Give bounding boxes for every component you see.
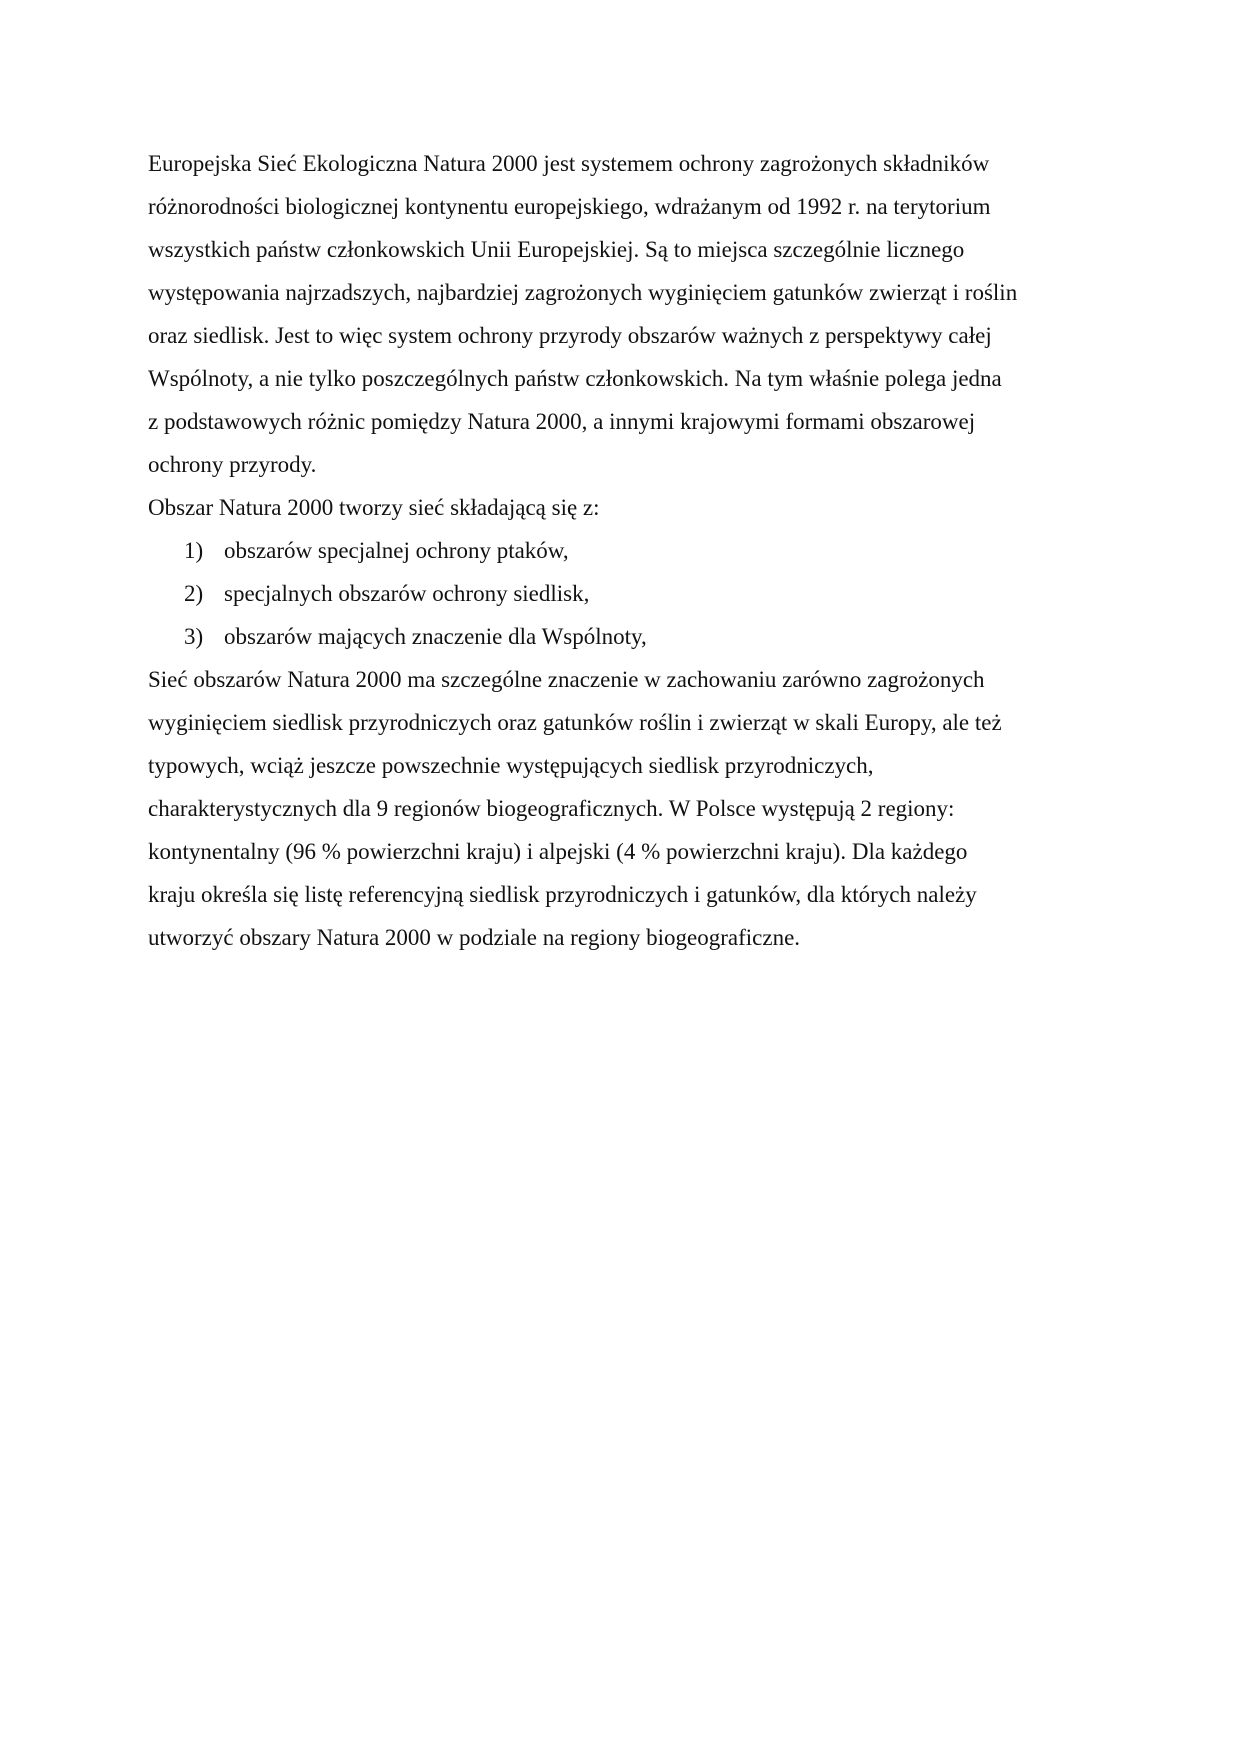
- text-line: ochrony przyrody.: [148, 452, 317, 477]
- paragraph-intro: [148, 142, 1108, 486]
- list-item-text: obszarów specjalnej ochrony ptaków,: [224, 538, 569, 563]
- list-item: [148, 529, 1108, 572]
- text-line: wyginięciem siedlisk przyrodniczych oraz gatunków roślin i zwierząt w skali Europy, ale też: [148, 710, 1002, 735]
- text-line: z podstawowych różnic pomiędzy Natura 2000, a innymi krajowymi formami obszarowej: [148, 409, 976, 434]
- list-item: [148, 572, 1108, 615]
- text-line: kontynentalny (96 % powierzchni kraju) i alpejski (4 % powierzchni kraju). Dla każdego: [148, 839, 968, 864]
- text-line: występowania najrzadszych, najbardziej zagrożonych wyginięciem gatunków zwierząt i roślin: [148, 280, 1018, 305]
- list-number: 2): [184, 581, 204, 606]
- list-intro: Obszar Natura 2000 tworzy sieć składającą się z:: [148, 495, 600, 520]
- text-line: kraju określa się listę referencyjną siedlisk przyrodniczych i gatunków, dla których należy: [148, 882, 977, 907]
- text-line: wszystkich państw członkowskich Unii Europejskiej. Są to miejsca szczególnie licznego: [148, 237, 965, 262]
- text-line: oraz siedlisk. Jest to więc system ochrony przyrody obszarów ważnych z perspektywy całej: [148, 323, 992, 348]
- list-number: 3): [184, 624, 204, 649]
- text-line: Wspólnoty, a nie tylko poszczególnych państw członkowskich. Na tym właśnie polega jedna: [148, 366, 1002, 391]
- list-item-text: obszarów mających znaczenie dla Wspólnoty,: [224, 624, 647, 649]
- text-line: Sieć obszarów Natura 2000 ma szczególne znaczenie w zachowaniu zarówno zagrożonych: [148, 667, 985, 692]
- text-line: charakterystycznych dla 9 regionów biogeograficznych. W Polsce występują 2 regiony:: [148, 796, 955, 821]
- numbered-list: [148, 529, 1108, 658]
- text-line: różnorodności biologicznej kontynentu europejskiego, wdrażanym od 1992 r. na terytorium: [148, 194, 991, 219]
- text-line: Europejska Sieć Ekologiczna Natura 2000 jest systemem ochrony zagrożonych składników: [148, 151, 990, 176]
- list-item-text: specjalnych obszarów ochrony siedlisk,: [224, 581, 590, 606]
- text-line: utworzyć obszary Natura 2000 w podziale na regiony biogeograficzne.: [148, 925, 801, 950]
- paragraph-significance: [148, 658, 1108, 959]
- document-body: [148, 142, 1108, 959]
- text-line: typowych, wciąż jeszcze powszechnie występujących siedlisk przyrodniczych,: [148, 753, 874, 778]
- list-item: [148, 615, 1108, 658]
- list-number: 1): [184, 538, 204, 563]
